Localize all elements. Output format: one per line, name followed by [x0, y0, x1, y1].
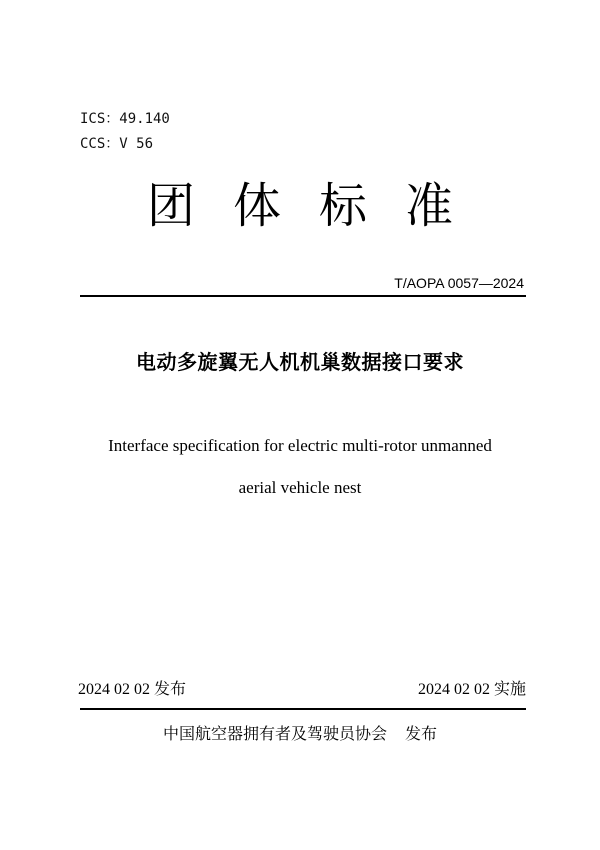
- ics-code: ICS：49.140: [80, 111, 170, 127]
- bottom-divider: [80, 708, 526, 710]
- publisher-action: 发布: [405, 724, 438, 743]
- title-chinese: 电动多旋翼无人机机巢数据接口要求: [136, 350, 464, 374]
- ccs-code: CCS：V 56: [80, 136, 154, 152]
- publisher-name: 中国航空器拥有者及驾驶员协会: [162, 724, 387, 743]
- standard-number: T/AOPA 0057—2024: [394, 275, 524, 291]
- standard-type-char: 准: [405, 178, 454, 234]
- standard-type-char: 团: [146, 178, 195, 234]
- top-divider: [80, 295, 526, 297]
- standard-type-char: 标: [319, 178, 368, 234]
- issue-date: 2024 02 02 发布: [78, 681, 187, 698]
- standard-type-heading: [0, 178, 600, 234]
- publisher-line: [0, 723, 600, 745]
- standard-type-char: 体: [232, 178, 281, 234]
- title-english-line-1: Interface specification for electric multi-rotor unmanned: [108, 436, 492, 455]
- title-english-line-2: aerial vehicle nest: [238, 478, 362, 497]
- implementation-date: 2024 02 02 实施: [417, 681, 526, 698]
